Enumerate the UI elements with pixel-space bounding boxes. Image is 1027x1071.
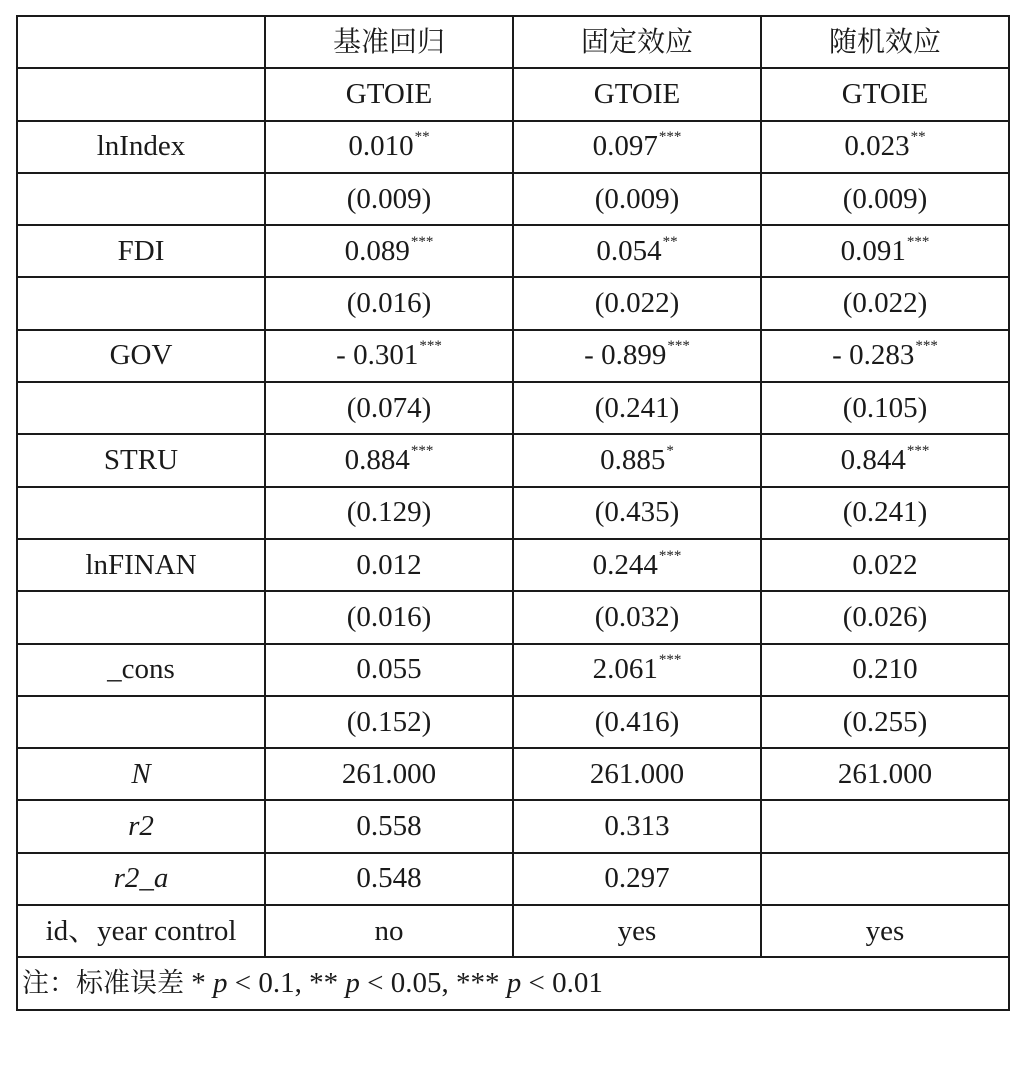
value-cell [265,696,513,748]
value-cell [761,382,1009,434]
row-label-cell [17,277,265,329]
table-row [17,173,1009,225]
coefficient-value: - 0.283 [832,339,915,372]
value-cell [513,748,761,800]
value-cell [761,853,1009,905]
coefficient-value: (0.032) [594,600,680,633]
coefficient-value: 261.000 [589,757,685,790]
coefficient-value: (0.129) [346,496,432,529]
value-cell [265,434,513,486]
value-cell [265,539,513,591]
coefficient-value: 0.054 [596,234,662,267]
coefficient-value: - 0.899 [584,339,667,372]
note-part: p [345,966,360,999]
coefficient-value: (0.241) [842,496,928,529]
coefficient-value: 0.244 [592,548,658,581]
coefficient-value: 0.558 [356,810,422,843]
value-cell [513,382,761,434]
value-cell [513,591,761,643]
row-label-cell [17,591,265,643]
value-cell [761,487,1009,539]
value-cell [761,591,1009,643]
significance-stars: *** [906,443,930,460]
value-cell [761,696,1009,748]
coefficient-value: (0.022) [842,287,928,320]
value-cell [761,434,1009,486]
coefficient-value: yes [865,914,905,947]
coefficient-value: (0.022) [594,287,680,320]
row-label-cell: r2 [17,800,265,852]
coefficient-value: (0.074) [346,391,432,424]
table-row [17,225,1009,277]
value-cell [265,121,513,173]
coefficient-value: (0.241) [594,391,680,424]
table-row [17,539,1009,591]
row-label-cell [17,696,265,748]
coefficient-value: 0.055 [356,653,422,686]
table-note [17,957,1009,1009]
header-model-2: 固定效应 [513,16,761,68]
significance-stars: *** [419,338,442,355]
value-cell [513,330,761,382]
table-row [17,591,1009,643]
note-part: < 0.05, *** [359,966,507,999]
significance-stars: ** [414,129,430,146]
value-cell [761,644,1009,696]
regression-table [16,15,1010,1011]
significance-stars: *** [410,233,434,250]
significance-stars: ** [662,233,678,250]
table-body [17,16,1009,1010]
coefficient-value: 0.089 [344,234,410,267]
coefficient-value: 0.313 [604,810,670,843]
value-cell [265,748,513,800]
table-row [17,800,1009,852]
coefficient-value: (0.152) [346,705,432,738]
row-label-cell: _cons [17,644,265,696]
value-cell [513,121,761,173]
row-label-cell: FDI [17,225,265,277]
coefficient-value: 0.297 [604,862,670,895]
coefficient-value: 2.061 [592,653,658,686]
note-row [17,957,1009,1009]
coefficient-value: 0.210 [852,653,918,686]
coefficient-value: 0.548 [356,862,422,895]
row-label-cell: lnIndex [17,121,265,173]
table-row [17,277,1009,329]
row-label-cell: r2_a [17,853,265,905]
coefficient-value: yes [617,914,657,947]
significance-stars: *** [658,652,682,669]
coefficient-value: - 0.301 [336,339,419,372]
table-row [17,696,1009,748]
value-cell [513,434,761,486]
value-cell [761,748,1009,800]
value-cell [513,853,761,905]
coefficient-value: (0.416) [594,705,680,738]
value-cell [265,382,513,434]
table-row [17,434,1009,486]
dependent-label-cell [17,68,265,120]
coefficient-value: (0.105) [842,391,928,424]
table-row [17,330,1009,382]
row-label-cell [17,382,265,434]
table-row [17,487,1009,539]
value-cell [761,225,1009,277]
coefficient-value: 0.012 [356,548,422,581]
table-row [17,644,1009,696]
table-row [17,905,1009,957]
value-cell [761,277,1009,329]
value-cell [761,121,1009,173]
value-cell [513,539,761,591]
value-cell [761,330,1009,382]
coefficient-value: (0.026) [842,600,928,633]
coefficient-value: 0.091 [840,234,906,267]
value-cell [513,487,761,539]
header-corner-cell [17,16,265,68]
significance-stars: ** [910,129,926,146]
value-cell [513,173,761,225]
value-cell [265,277,513,329]
coefficient-value: 0.885 [600,444,666,477]
value-cell [513,696,761,748]
value-cell [513,644,761,696]
row-label-cell: id、year control [17,905,265,957]
value-cell [761,539,1009,591]
coefficient-value: (0.255) [842,705,928,738]
table-row [17,748,1009,800]
table-row [17,382,1009,434]
row-label-cell: STRU [17,434,265,486]
coefficient-value: 0.023 [844,130,910,163]
row-label-cell: GOV [17,330,265,382]
row-label-cell [17,173,265,225]
coefficient-value: 0.844 [840,444,906,477]
value-cell [265,487,513,539]
coefficient-value: (0.009) [594,182,680,215]
dependent-var-2: GTOIE [513,68,761,120]
note-part: < 0.01 [521,966,603,999]
note-part: p [506,966,522,999]
header-model-3: 随机效应 [761,16,1009,68]
note-part: * [184,966,213,999]
value-cell [513,905,761,957]
value-cell [265,225,513,277]
coefficient-value: (0.009) [842,182,928,215]
coefficient-value: 0.010 [348,130,414,163]
coefficient-value: no [374,914,404,947]
note-part: < 0.1, ** [227,966,346,999]
value-cell [761,905,1009,957]
header-row [17,16,1009,68]
significance-stars: *** [658,547,682,564]
value-cell [513,277,761,329]
coefficient-value: 0.022 [852,548,918,581]
value-cell [761,800,1009,852]
row-label-cell: N [17,748,265,800]
coefficient-value: (0.016) [346,287,432,320]
value-cell [513,225,761,277]
value-cell [265,173,513,225]
significance-stars: *** [410,443,434,460]
value-cell [265,330,513,382]
value-cell [265,853,513,905]
coefficient-value: 261.000 [341,757,437,790]
row-label-cell: lnFINAN [17,539,265,591]
value-cell [265,800,513,852]
dependent-var-3: GTOIE [761,68,1009,120]
coefficient-value: 0.884 [344,444,410,477]
value-cell [761,173,1009,225]
significance-stars: *** [906,233,930,250]
significance-stars: * [666,443,674,460]
significance-stars: *** [667,338,690,355]
value-cell [265,644,513,696]
header-model-1: 基准回归 [265,16,513,68]
value-cell [513,800,761,852]
coefficient-value: 0.097 [592,130,658,163]
dependent-variable-row [17,68,1009,120]
value-cell [265,591,513,643]
coefficient-value: (0.016) [346,600,432,633]
coefficient-value: 261.000 [837,757,933,790]
significance-stars: *** [915,338,938,355]
value-cell [265,905,513,957]
note-prefix: 注：标准误差 [22,967,184,999]
coefficient-value: (0.435) [594,496,680,529]
table-row [17,853,1009,905]
note-part: p [213,966,228,999]
significance-stars: *** [658,129,682,146]
coefficient-value: (0.009) [346,182,432,215]
row-label-cell [17,487,265,539]
dependent-var-1: GTOIE [265,68,513,120]
table-row [17,121,1009,173]
